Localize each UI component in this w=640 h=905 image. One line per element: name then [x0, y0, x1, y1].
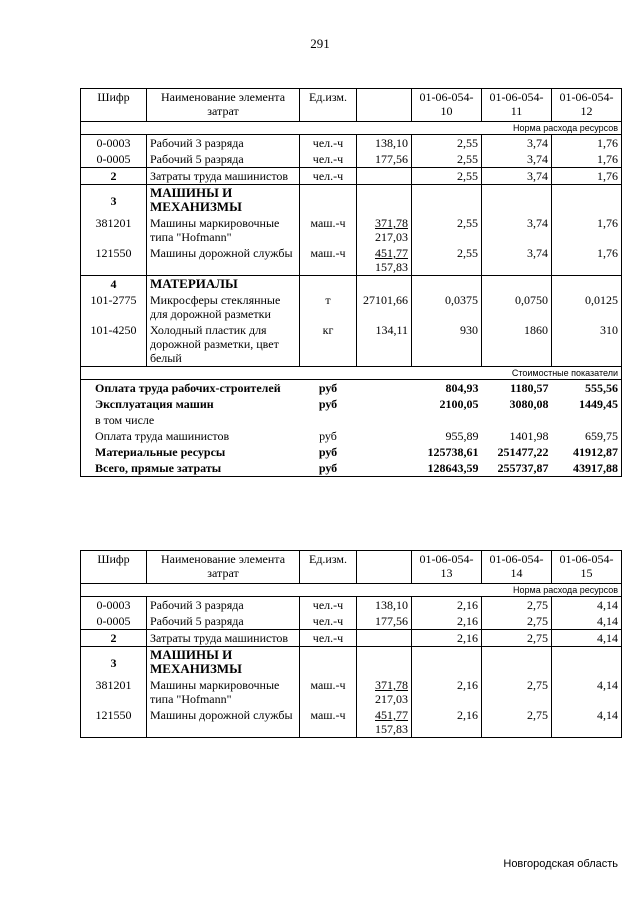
row-name: Затраты труда машинистов [147, 630, 300, 647]
table-row [81, 168, 622, 185]
row-name: Машины дорожной службы [147, 707, 300, 738]
row-price: 27101,66 [357, 292, 412, 322]
summary-value: 659,75 [552, 428, 622, 444]
row-value: 2,55 [412, 135, 482, 152]
price-secondary: 217,03 [375, 230, 408, 244]
section-row [81, 276, 622, 293]
row-unit: т [300, 292, 357, 322]
header-unit: Ед.изм. [300, 551, 357, 584]
row-value: 2,75 [482, 597, 552, 614]
row-value: 4,14 [552, 630, 622, 647]
header-col: 01-06-054-13 [412, 551, 482, 584]
row-price [357, 215, 412, 245]
section-row [81, 185, 622, 216]
row-code: 0-0005 [81, 613, 147, 630]
header-col: 01-06-054-15 [552, 551, 622, 584]
summary-label: Эксплуатация машин [81, 396, 300, 412]
row-unit: маш.-ч [300, 245, 357, 276]
summary-value: 1449,45 [552, 396, 622, 412]
summary-value: 128643,59 [412, 460, 482, 477]
row-code: 121550 [81, 707, 147, 738]
table-header-row [81, 551, 622, 584]
row-value: 0,0750 [482, 292, 552, 322]
summary-label: Оплата труда машинистов [81, 428, 300, 444]
table-row [81, 613, 622, 630]
row-name: Машины маркировочные типа "Hofmann" [147, 215, 300, 245]
row-value: 2,55 [412, 245, 482, 276]
norm-table-2 [80, 550, 622, 738]
summary-unit: руб [318, 445, 338, 459]
row-value: 4,14 [552, 613, 622, 630]
cost-label-row [81, 367, 622, 380]
row-value: 2,16 [412, 613, 482, 630]
cost-label: Стоимостные показатели [81, 367, 622, 380]
row-value: 3,74 [482, 168, 552, 185]
table-row [81, 630, 622, 647]
summary-label: Материальные ресурсы [81, 444, 300, 460]
row-price: 138,10 [357, 135, 412, 152]
header-col: 01-06-054-12 [552, 89, 622, 122]
row-unit: чел.-ч [300, 613, 357, 630]
summary-row [81, 428, 622, 444]
row-unit: маш.-ч [300, 677, 357, 707]
row-value: 930 [412, 322, 482, 367]
section-code: 4 [81, 276, 147, 293]
row-unit: чел.-ч [300, 135, 357, 152]
summary-row [81, 380, 622, 397]
summary-row [81, 412, 622, 428]
page-number: 291 [310, 36, 330, 51]
price-primary: 451,77 [375, 246, 408, 260]
summary-value: 255737,87 [482, 460, 552, 477]
summary-label: Всего, прямые затраты [81, 460, 300, 477]
row-name: Рабочий 5 разряда [147, 151, 300, 168]
table-row [81, 245, 622, 276]
row-code: 0-0003 [81, 135, 147, 152]
row-value: 2,16 [412, 707, 482, 738]
summary-value: 125738,61 [427, 445, 479, 459]
row-value: 2,55 [412, 215, 482, 245]
summary-row [81, 396, 622, 412]
summary-value: 1180,57 [482, 380, 552, 397]
row-value: 1,76 [552, 135, 622, 152]
summary-label: Оплата труда рабочих-строителей [81, 380, 300, 397]
row-value: 0,0375 [412, 292, 482, 322]
row-name: Холодный пластик для дорожной разметки, цвет белый [147, 322, 300, 367]
summary-value: 2100,05 [439, 397, 479, 411]
header-name: Наименование элемента затрат [147, 89, 300, 122]
row-code: 2 [81, 168, 147, 185]
header-name: Наименование элемента затрат [147, 551, 300, 584]
header-col: 01-06-054-10 [412, 89, 482, 122]
row-value: 310 [552, 322, 622, 367]
row-unit: чел.-ч [300, 151, 357, 168]
row-price [357, 630, 412, 647]
row-unit: маш.-ч [300, 707, 357, 738]
row-value: 2,16 [412, 597, 482, 614]
row-code: 101-2775 [81, 292, 147, 322]
row-value: 1860 [482, 322, 552, 367]
row-unit: маш.-ч [300, 215, 357, 245]
table-row [81, 292, 622, 322]
summary-value: 3080,08 [509, 397, 549, 411]
header-price [357, 89, 412, 122]
table-row [81, 677, 622, 707]
row-price: 177,56 [357, 151, 412, 168]
row-code: 381201 [81, 677, 147, 707]
table-row [81, 215, 622, 245]
row-value: 2,16 [412, 630, 482, 647]
row-price [357, 707, 412, 738]
row-code: 2 [81, 630, 147, 647]
row-value: 4,14 [552, 707, 622, 738]
summary-unit: руб [319, 429, 337, 443]
summary-label: в том числе [81, 412, 300, 428]
row-unit: чел.-ч [300, 168, 357, 185]
row-name: Микросферы стеклянные для дорожной разметки [147, 292, 300, 322]
norm-table-1 [80, 88, 622, 477]
price-secondary: 157,83 [375, 260, 408, 274]
price-secondary: 217,03 [375, 692, 408, 706]
price-primary: 371,78 [375, 678, 408, 692]
summary-value: 251477,22 [497, 445, 549, 459]
table-row [81, 707, 622, 738]
row-value: 1,76 [552, 151, 622, 168]
header-col: 01-06-054-14 [482, 551, 552, 584]
section-code: 3 [81, 647, 147, 678]
summary-unit: руб [300, 380, 357, 397]
price-secondary: 157,83 [375, 722, 408, 736]
row-value: 4,14 [552, 677, 622, 707]
row-unit: кг [300, 322, 357, 367]
row-value: 4,14 [552, 597, 622, 614]
summary-value: 804,93 [412, 380, 482, 397]
row-code: 0-0003 [81, 597, 147, 614]
row-value: 2,75 [482, 630, 552, 647]
row-code: 101-4250 [81, 322, 147, 367]
row-price [357, 245, 412, 276]
row-code: 121550 [81, 245, 147, 276]
price-primary: 451,77 [375, 708, 408, 722]
row-name: Рабочий 3 разряда [147, 597, 300, 614]
row-value: 1,76 [552, 245, 622, 276]
row-value: 2,55 [412, 168, 482, 185]
row-value: 2,75 [482, 677, 552, 707]
table-header-row [81, 89, 622, 122]
header-price [357, 551, 412, 584]
summary-row [81, 460, 622, 477]
summary-value: 555,56 [552, 380, 622, 397]
row-price [357, 168, 412, 185]
row-name: Машины маркировочные типа "Hofmann" [147, 677, 300, 707]
header-col: 01-06-054-11 [482, 89, 552, 122]
row-price: 177,56 [357, 613, 412, 630]
row-name: Рабочий 5 разряда [147, 613, 300, 630]
summary-value: 41912,87 [552, 444, 622, 460]
row-name: Машины дорожной службы [147, 245, 300, 276]
row-value: 2,75 [482, 707, 552, 738]
price-primary: 371,78 [375, 216, 408, 230]
section-row [81, 647, 622, 678]
row-price: 134,11 [357, 322, 412, 367]
section-title: МАШИНЫ И МЕХАНИЗМЫ [147, 647, 300, 678]
norm-label-row [81, 584, 622, 597]
section-title: МАШИНЫ И МЕХАНИЗМЫ [147, 185, 300, 216]
row-name: Затраты труда машинистов [147, 168, 300, 185]
summary-value: 1401,98 [509, 429, 549, 443]
header-unit: Ед.изм. [300, 89, 357, 122]
table-row [81, 322, 622, 367]
row-price: 138,10 [357, 597, 412, 614]
row-value: 3,74 [482, 151, 552, 168]
summary-unit: руб [318, 397, 338, 411]
row-value: 3,74 [482, 135, 552, 152]
row-value: 3,74 [482, 245, 552, 276]
summary-row [81, 444, 622, 460]
row-code: 0-0005 [81, 151, 147, 168]
row-price [357, 677, 412, 707]
row-unit: чел.-ч [300, 597, 357, 614]
summary-value: 43917,88 [552, 460, 622, 477]
section-code: 3 [81, 185, 147, 216]
footer-region: Новгородская область [503, 858, 618, 870]
table-row [81, 135, 622, 152]
norm-label: Норма расхода ресурсов [81, 122, 622, 135]
row-unit: чел.-ч [300, 630, 357, 647]
row-value: 1,76 [552, 168, 622, 185]
row-value: 0,0125 [552, 292, 622, 322]
summary-unit: руб [300, 460, 357, 477]
table-row [81, 151, 622, 168]
row-name: Рабочий 3 разряда [147, 135, 300, 152]
row-value: 2,16 [412, 677, 482, 707]
norm-label-row [81, 122, 622, 135]
norm-label: Норма расхода ресурсов [81, 584, 622, 597]
row-value: 3,74 [482, 215, 552, 245]
row-value: 1,76 [552, 215, 622, 245]
table-row [81, 597, 622, 614]
summary-value: 955,89 [445, 429, 479, 443]
row-value: 2,55 [412, 151, 482, 168]
section-title: МАТЕРИАЛЫ [147, 276, 300, 293]
row-code: 381201 [81, 215, 147, 245]
row-value: 2,75 [482, 613, 552, 630]
header-code: Шифр [81, 551, 147, 584]
header-code: Шифр [81, 89, 147, 122]
